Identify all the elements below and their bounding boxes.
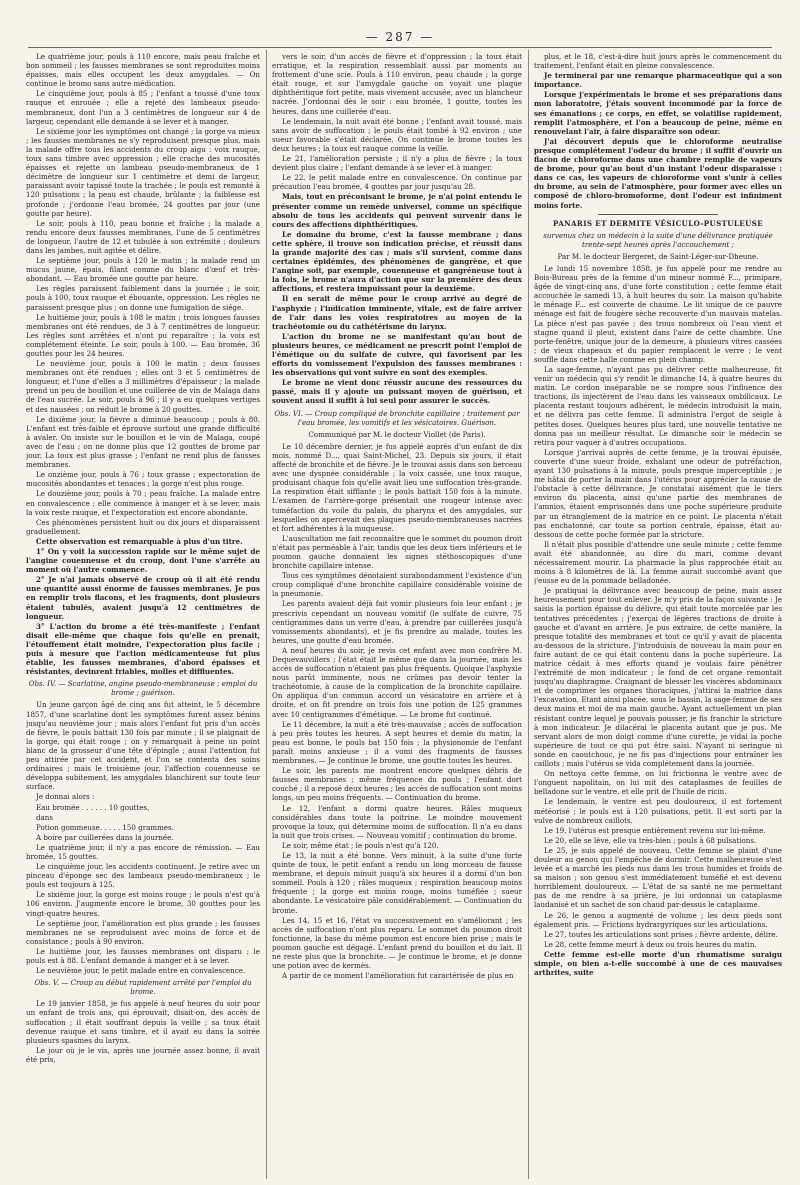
paragraph-bold: Mais, tout en préconisant le brome, je n'ai point entendu le présenter comme un remède universel, comme un spécifique absolu de tous les accidents qui peuvent survenir dans le cours des affections diphthéritiques. <box>272 192 522 229</box>
header-rule <box>28 47 772 48</box>
paragraph: Le jour où je le vis, après une journée assez bonne, il avait été pris, <box>26 1045 260 1064</box>
paragraph-bold: Le domaine du brome, c'est la fausse membrane ; dans cette sphère, il trouve son indication précise, et réussit dans la grande majorité des cas ; mais s'il survient, comme dans certaines épidémies, des phénomènes de gangrène, et que l'angine soit, par exemple, couenneuse et gangréneuse tout à la fois, le brome n'aura d'action que sur la première des deux affections, et restera impuissant pour la deuxième. <box>272 229 522 294</box>
paragraph: A neuf heures du soir, je revis cet enfant avec mon confrère M. Dequevauvillers ; l'état était le même que dans la journée, mais les accès de suffocation n'étaient pas plus fréquents. Quoique l'asphyxie nous parût imminente, nous ne crûmes pas devoir tenter la trachéotomie, à cause de la complication de la bronchite capillaire. On appliqua d'un commun accord un vésicatoire en arrière et à droite, et on fit prendre on trois fois une potion de 125 grammes avec 10 centigrammes d'émétique. — Le brome fut continué. <box>272 645 522 719</box>
paragraph: Le sixième jour les symptômes ont changé ; la gorge va mieux ; les fausses membranes ne s'y reproduisent presque plus, mais la malade offre tous les accidents du croup aigu : voix rauque, toux sans timbre avec oppression ; elle crache des mucosités épaisses et rejette un lambeau pseudo-membraneux de 1 décimètre de longueur sur 1 centimètre et demi de largeur, paraissant avoir tapissé toute la trachée ; le pouls est remonté à 120 pulsations ; la peau est chaude, brûlante ; la faiblesse est profonde ; j'ordonne l'eau bromée, 24 gouttes par jour (une goutte par heure). <box>26 126 260 218</box>
observation-heading: Obs. IV. — Scarlatine, angine pseudo-membraneuse ; emploi du brome ; guérison. <box>28 679 258 698</box>
paragraph: Le soir, les parents me montrent encore quelques débris de fausses membranes ; même fréquence du pouls ; l'enfant dort couché ; il a reposé deux heures ; les accès de suffocation sont moins longs, un peu moins fréquents. — Continuation du brome. <box>272 766 522 803</box>
prescription-line: Potion gommeuse. . . . . 150 grammes. <box>36 822 174 832</box>
paragraph: Je donnai alors : <box>36 792 95 802</box>
paragraph: A partir de ce moment l'amélioration fut caractérisée de plus en <box>282 971 514 981</box>
paragraph: Le 21, l'amélioration persiste ; il n'y a plus de fièvre ; la toux devient plus claire ; l'enfant demande à se lever et à manger. <box>272 154 522 173</box>
paragraph-bold: Je terminerai par une remarque pharmaceutique qui a son importance. <box>534 71 782 90</box>
paragraph: Le lundi 15 novembre 1858, je fus appelé pour me rendre au Bois-Bureau près de la femme d'un mineur nommé F..., primipare, âgée de vingt-cinq ans, d'une forte constitution ; cette femme était accouchée le samedi 13, à huit heures du soir. La maison qu'habite le ménage F... est couverte de chaume. Le lit unique de ce pauvre ménage est fait de fougère sèche recouverte d'un mauvais matelas. La pièce n'est pas pavée ; des trous nombreux où l'eau vient et stagne quand il pleut, existent dans l'aire de cette chambre. Une porte-fenêtre, unique jour de la demeure, à plusieurs vitres cassées ; de vieux chapeaux et du papier remplacent le verre ; le vent souffle dans cette halle comme en plein champ. <box>534 263 782 364</box>
paragraph: Ces phénomènes persistent huit ou dix jours et disparaissent graduellement. <box>26 517 260 536</box>
column-divider <box>266 50 267 1179</box>
prescription-line: dans <box>36 812 53 822</box>
paragraph: Un jeune garçon âgé de cinq ans fut atteint, le 5 décembre 1857, d'une scarlatine dont les symptômes furent assez bénins jusqu'au neuvième jour ; mais alors l'enfant fut pris d'un accès de fièvre, le pouls battait 130 fois par minute ; il se plaignait de la gorge, qui était rouge ; on y remarquait à peine un point blanc de la grosseur d'une tête d'épingle ; aussi l'attention fut peu attirée par cet accident, et l'on se contenta des soins ordinaires ; mais le troisième jour, l'affection couenneuse se développa subitement, les amygdales blanchirent sur toute leur surface. <box>26 700 260 792</box>
paragraph-bold: Il en serait de même pour le croup arrivé au degré de l'asphyxie ; l'indication imminente, vitale, est de faire arriver de l'air dans les voies respiratoires au moyen de la trachéotomie ou du cathétérisme du larynx. <box>272 294 522 331</box>
paragraph-bold: Lorsque j'expérimentais le brome et ses préparations dans mon laboratoire, j'étais souvent incommodé par la force de ses émanations ; ce corps, en effet, se volatilise rapidement, remplit l'atmosphère, et l'on a beaucoup de peine, même en renouvelant l'air, à faire disparaître son odeur. <box>534 90 782 136</box>
communication-line: Communiqué par M. le docteur Viollet (de Paris). <box>308 429 486 439</box>
paragraph: Le huitième jour, pouls à 108 le matin ; trois longues fausses membranes ont été rendues, de 3 à 7 centimètres de longueur. Les règles sont arrêtées et n'ont pu reparaître ; la voix est complétement éteinte. Le soir, pouls à 100. — Eau bromée, 36 gouttes pour les 24 heures. <box>26 312 260 358</box>
paragraph: Le 26, le genou a augmenté de volume ; les deux pieds sont également pris. — Frictions hydrargyriques sur les articulations. <box>534 910 782 929</box>
paragraph: Lorsque j'arrivai auprès de cette femme, je la trouvai épuisée, couverte d'une sueur froide, exhalant une odeur de putréfaction, ayant 130 pulsations à la minute, pouls presque imperceptible ; je me hâtai de porter la main dans l'utérus pour apprécier la cause de l'obstacle à cette délivrance. Je constatai aisément que le tiers environ du placenta, ainsi qu'une partie des membranes de l'amnios, étaient emprisonnés dans une poche supérieure produite par un étranglement de la matrice en ce point. Le placenta n'était pas enchatonné, car toute sa portion centrale, épaisse, était au-dessous de cette poche formée par la stricture. <box>534 447 782 539</box>
paragraph: Le 28, cette femme meurt à deux ou trois heures du matin. <box>544 939 757 949</box>
page-number: — 287 — <box>365 30 435 44</box>
paragraph: Le 27, toutes les articulations sont prises ; fièvre ardente, délire. <box>544 929 778 939</box>
paragraph: Le neuvième jour, pouls à 100 le matin ; deux fausses membranes ont été rendues ; elles ont 3 et 5 centimètres de longueur, et l'une d'elles a 3 millimètres d'épaisseur ; la malade prend un peu de bouillon et une cuillerée de vin de Malaga dans de l'eau sucrée. Le soir, pouls à 96 ; il y a eu quelques vertiges et des nausées ; on réduit le brome à 20 gouttes. <box>26 359 260 414</box>
observation-heading: Obs. V. — Croup au début rapidement arrêté par l'emploi du brome. <box>34 978 252 997</box>
paragraph: Le 25, je suis appelé de nouveau. Cette femme se plaint d'une douleur au genou qui l'empêche de dormir. Cette malheureuse s'est levée et a marché les pieds nus dans les trous humides et froids de sa maison ; son genou s'est immédiatement tuméfié et est devenu horriblement douloureux. — L'état de sa santé ne me permettant pas de me rendre à sa prière, je lui ordonnai un cataplasme laudanisé et un sachet de son chaud par-dessus le cataplasme. <box>534 845 782 910</box>
paragraph: Le septième jour, pouls à 120 le matin ; la malade rend un mucus jaune, épais, filant comme du blanc d'œuf et très-abondant. — Eau bromée une goutte par heure. <box>26 256 260 284</box>
paragraph: Le 10 décembre dernier, je fus appelé auprès d'un enfant de dix mois, nommé D..., quai Saint-Michel, 23. Depuis six jours, il était affecté de bronchite et de fièvre. Je le trouvai assis dans son berceau avec une dyspnée considérable ; la voix cassée, une toux rauque, produisant chaque fois qu'elle avait lieu une suffocation très-grande. La respiration était sifflante ; le pouls battait 150 fois à la minute. L'examen de l'arrière-gorge présentait une rougeur intense avec tuméfaction du voile du palais, du pharynx et des amygdales, sur lesquelles on apercevait des plaques pseudo-membraneuses nacrées et fort adhérentes à la muqueuse. <box>272 441 522 533</box>
paragraph: A boire par cuillerées dans la journée. <box>36 832 174 842</box>
paragraph: On nettoya cette femme, on lui frictionna le ventre avec de l'onguent napolitain, on lui mit des cataplasmes de feuilles de belladone sur le ventre, et elle prit de l'huile de ricin. <box>534 769 782 797</box>
paragraph: Le 11 décembre, la nuit a été très-mauvaise ; accès de suffocation à peu près toutes les heures. A sept heures et demie du matin, la peau est bonne, le pouls bat 150 fois ; la physionomie de l'enfant paraît moins anxieuse ; il a vomi des fragments de fausses membranes. — Je continue le brome, une goutte toutes les heures. <box>272 719 522 766</box>
paragraph: Le huitième jour, les fausses membranes ont disparu ; le pouls est à 88. L'enfant demande à manger et à se lever. <box>26 946 260 965</box>
paragraph: Le lendemain, la nuit avait été bonne ; l'enfant avait toussé, mais sans avoir de suffocation ; le pouls était tombé à 92 environ ; une sueur favorable s'était déclarée. On continue le brome toutes les deux heures ; la toux est rauque comme la veille. <box>272 116 522 153</box>
paragraph: Le quatrième jour, il n'y a pas encore de rémission. — Eau bromée, 15 gouttes. <box>26 842 260 861</box>
paragraph: Le cinquième jour, les accidents continuent. Je retire avec un pinceau d'éponge sec des lambeaux pseudo-membraneux ; le pouls est toujours à 125. <box>26 862 260 890</box>
paragraph: Le 20, elle se lève, elle va très-bien ; pouls à 68 pulsations. <box>544 835 757 845</box>
column-divider <box>528 50 529 1179</box>
paragraph: Le soir, même état ; le pouls n'est qu'à 120. <box>282 840 439 850</box>
section-rule <box>598 214 718 215</box>
paragraph: Le 22, le petit malade entre en convalescence. On continue par précaution l'eau bromée, 4 gouttes par jour jusqu'au 28. <box>272 173 522 192</box>
paragraph-bold: Cette observation est remarquable à plus d'un titre. <box>36 536 243 546</box>
column-left <box>26 52 260 1179</box>
paragraph: Le cinquième jour, pouls à 85 ; l'enfant a toussé d'une toux rauque et enrouée ; elle a rejeté des lambeaux pseudo-membraneux, dont l'un a 3 centimètres de longueur sur 4 de largeur, cependant elle demande à se lever et à manger. <box>26 89 260 126</box>
paragraph: Il n'était plus possible d'attendre une seule minute ; cette femme avait été abandonnée, au dire du mari, comme devant nécessairement mourir. La pharmacie la plus rapprochée était au moins à 8 kilomètres de là. La femme aurait succombé avant que j'eusse eu de la pommade belladonée. <box>534 539 782 586</box>
article-author: Par M. le docteur Bergeret, de Saint-Léger-sur-Dheune. <box>557 251 759 261</box>
paragraph: vers le soir, d'un accès de fièvre et d'oppression ; la toux était erratique, et la respiration ressemblait aussi par moments au frottement d'une scie. Pouls à 110 environ, peau chaude ; la gorge était rouge, et sur l'amygdale gauche on voyait une plaque diphthéritique fort petite, mais vivement accusée, avec un blancheur nacrée. J'ordonnai dès le soir : eau bromée, 1 goutte, toutes les heures, dans une cuillerée d'eau. <box>272 52 522 116</box>
paragraph: Les règles paraissent faiblement dans la journée ; le soir, pouls à 100, toux rauque et ébouante, oppression. Les règles ne paraissent presque plus ; on donne une fumigation de siége. <box>26 284 260 312</box>
paragraph: L'auscultation me fait reconnaître que le sommet du poumon droit n'était pas perméable à l'air, tandis que les deux tiers inférieurs et le poumon gauche donnaient les signes stéthoscopiques d'une bronchite capillaire intense. <box>272 533 522 571</box>
observation-heading: Obs. VI. — Croup compliqué de bronchite capillaire ; traitement par l'eau bromée, les vomitifs et les vésicatoires. Guérison. <box>274 408 520 427</box>
paragraph-bold: J'ai découvert depuis que le chloroforme neutralise presque complétement l'odeur du brome ; il suffit d'ouvrir un flacon de chloroforme dans une chambre remplie de vapeurs de brome, pour qu'au bout d'un instant l'odeur disparaisse : dans ce cas, les vapeurs de chloroforme vont s'unir à celles du brome, au sein de l'atmosphère, pour former avec elles un composé de chloro-bromoforme, dont l'odeur est infiniment moins forte. <box>534 136 782 210</box>
paragraph: Le neuvième jour, le petit malade entre en convalescence. <box>36 966 246 976</box>
paragraph: Le quatrième jour, pouls à 110 encore, mais peau fraîche et bon sommeil ; les fausses membranes se sont reproduites moins épaisses, mais elles occupent les deux amygdales. — On continue le bromo sans autre médication. <box>26 52 260 89</box>
paragraph: Les parents avaient déjà fait vomir plusieurs fois leur enfant ; je prescrivis cependant un nouveau vomitif (le sulfate de cuivre, 75 centigrammes dans un verre d'eau, à prendre par cuillerées jusqu'à vomissements abondants), et je fis prendre au malade, toutes les heures, une goutte d'eau bromée. <box>272 599 522 645</box>
paragraph: Le soir, pouls à 110, peau bonne et fraîche ; la malade a rendu encore deux fausses membranes, l'une de 5 centimètres de longueur, l'autre de 12 et tubulée à son extrémité ; douleurs dans les jambes, nuit agitée et délire. <box>26 218 260 255</box>
paragraph: Le douzième jour, pouls à 70 ; peau fraîche. La malade entre en convalescence ; elle commence à manger et à se lever, mais la voix reste rauque, et l'expectoration est encore abondante. <box>26 489 260 517</box>
paragraph: Le lendemain, le ventre est peu douloureux, il est fortement météorisé ; le pouls est à 120 pulsations, petit. Il est sorti par la vulve de nombreux caillots. <box>534 797 782 825</box>
paragraph: Le 19 janvier 1858, je fus appelé à neuf heures du soir pour un enfant de trois ans, qui éprouvait, disait-on, des accès de suffocation ; il était souffrant depuis la veille ; sa toux était devenue rauque et sans timbre, et il avait eu dans la soirée plusieurs spasmes du larynx. <box>26 999 260 1045</box>
column-middle <box>272 52 522 1179</box>
paragraph: Le 13, la nuit a été bonne. Vers minuit, à la suite d'une forte quinte de toux, le petit enfant a rendu un long morceau de fausse membrane, et depuis minuit jusqu'à six heures il a dormi d'un bon sommeil. Pouls à 120 ; râles muqueux ; respiration beaucoup moins fréquente ; la gorge est moins rouge, moins tuméfiée ; sueur abondante. Le vésicatoire pâle considérablement. — Continuation du brome. <box>272 850 522 915</box>
paragraph-bold: 3° L'action du brome a été très-manifeste ; l'enfant disait elle-même que chaque fois qu'elle en prenait, l'étouffement était moindre, l'expectoration plus facile ; puis à mesure que l'action médicamenteuse fut plus établie, les fausses membranes, d'abord épaisses et résistantes, devinrent friables, molles et diffluentes. <box>26 621 260 677</box>
paragraph: Le 12, l'enfant a dormi quatre heures. Râles muqueux considérables dans toute la poitrine. Le moindre mouvement provoque la toux, qui détermine moins de suffocation. Il n'a eu dans la nuit que trois crises. — Nouveau vomitif ; continuation du brome. <box>272 803 522 840</box>
article-subtitle: survenus chez un médecin à la suite d'une délivrance pratiquée trente-sept heures après l'accouchement ; <box>543 230 773 249</box>
paragraph-bold: 1° On y voit la succession rapide sur le même sujet de l'angine couenneuse et du croup, dont l'une s'arrête au moment où l'autre commence. <box>26 546 260 575</box>
paragraph: Le sixième jour, la gorge est moins rouge ; le pouls n'est qu'à 106 environ. J'augmente encore le brome, 30 gouttes pour les vingt-quatre heures. <box>26 890 260 918</box>
paragraph: Le onzième jour, pouls à 76 ; toux grasse ; expectoration de mucosités abondantes et tenaces ; la gorge n'est plus rouge. <box>26 470 260 489</box>
column-right <box>534 52 782 1179</box>
paragraph: La sage-femme, n'ayant pas pu délivrer cette malheureuse, fit venir un médecin qui s'y rendit le dimanche 14, à quatre heures du matin. Le cordon inséparable ne se rompre sous l'influence des tractions, ils injectèrent de l'eau dans les vaisseaux ombilicaux. Le placenta restant toujours adhérent, le médecin introduisit la main, et ne délivra pas cette femme. Il administra l'ergot de seigle à petites doses. Quelques heures plus tard, une nouvelle tentative ne donna pas un meilleur résultat. Le dimanche soir le médecin se retira pour vaquer à d'autres occupations. <box>534 365 782 447</box>
paragraph: Je pratiquai la délivrance avec beaucoup de peine, mais assez heureusement pour tout enlever. Je m'y pris de la façon suivante : Je saisis la portion épaisse du délivre, qui était toute morcelée par les tentatives précédentes ; j'exerçai de légères tractions de droite à gauche et d'avant en arrière. Je pus extraire, de cette manière, la presque totalité des membranes et tout ce qu'il y avait de placenta au-dessous de la stricture. J'introduisis de nouveau la main pour en faire autant de ce qui était contenu dans la poche supérieure. La matrice cédait à mes efforts quand je voulais faire pénétrer l'extrémité de mon indicateur ; le fond de cet organe remontait jusqu'au diaphragme. Craignant de blesser les viscères abdominaux et de comprimer les organes thoraciques, j'attirai la matrice dans l'excavation. Etant ainsi placée, sous le bassin, la sage-femme de ses deux mains et moi de ma main gauche. Ayant actuellement un plan résistant contre lequel je pouvais pousser, je fis franchir la stricture à mon indicateur. Je dilacérai le placenta autant que je pus. Me servant alors de mon doigt comme d'une curette, je vidai la poche supérieure de tout ce qui put être saisi. N'ayant ni seringue ni sonde en caoutchouc, je ne fis pas d'injections pour entraîner les caillots ; mais l'utérus se vida complétement dans la journée. <box>534 586 782 769</box>
paragraph-bold: 2° Je n'ai jamais observé de croup où il ait été rendu une quantité aussi énorme de fausses membranes. Je pus en remplir trois flacons, et les fragments, dont plusieurs étaient tubulés, avaient jusqu'à 12 centimètres de longueur. <box>26 575 260 621</box>
paragraph-bold: Le brome ne vient donc réussir aucune des ressources du passé, mais il y ajoute un puissant moyen de guérison, et souvent aussi il suffit à lui seul pour assurer le succès. <box>272 378 522 406</box>
paragraph: Tous ces symptômes dénotaient surabondamment l'existence d'un croup compliqué d'une bronchite capillaire considérable voisine de la pneumonie. <box>272 571 522 599</box>
paragraph: Le dixième jour, la fièvre a diminué beaucoup ; pouls à 80. L'enfant est très-faible et éprouve surtout une grande difficulté à avaler. On insiste sur le bouillon et le vin de Malaga, coupé avec de l'eau ; on ne donne plus que 12 gouttes de brome par jour. La toux est plus grasse ; l'enfant ne rend plus de fausses membranes. <box>26 414 260 470</box>
paragraph: plus, et le 18, c'est-à-dire huit jours après le commencement du traitement, l'enfant était en pleine convalescence. <box>534 52 782 71</box>
paragraph: Les 14, 15 et 16, l'état va successivement en s'améliorant ; les accès de suffocation n'ont plus reparu. Le sommet du poumon droit fonctionne, la base du même poumon est encore bien prise ; mais le poumon gauche est dégagé. L'enfant prend du bouillon et du lait. Il ne reste plus que la bronchite. — Je continue le brome, et je donne une potion avec de kermès. <box>272 915 522 971</box>
paragraph: Le 19, l'utérus est presque entièrement revenu sur lui-même. <box>544 825 766 835</box>
article-title: PANARIS ET DERMITE VÉSICULO-PUSTULEUSE <box>552 218 764 228</box>
paragraph-bold: L'action du brome ne se manifestant qu'au bout de plusieurs heures, ce médicament ne prescrit point l'emploi de l'émétique ou du sulfate de cuivre, qui favorisent par les efforts du vomissement l'expulsion des fausses membranes : les observations qui vont suivre en sont des exemples. <box>272 331 522 378</box>
prescription-line: Eau bromée . . . . . . 10 gouttes, <box>36 802 150 812</box>
paragraph: Le septième jour, l'amélioration est plus grande ; les fausses membranes ne se reproduisent avec moins de force et de consistance ; pouls à 90 environ. <box>26 918 260 946</box>
paragraph-bold: Cette femme est-elle morte d'un rhumatisme suraigu simple, ou bien a-t-elle succombé à une de ces mauvaises arthrites, suite <box>534 949 782 978</box>
